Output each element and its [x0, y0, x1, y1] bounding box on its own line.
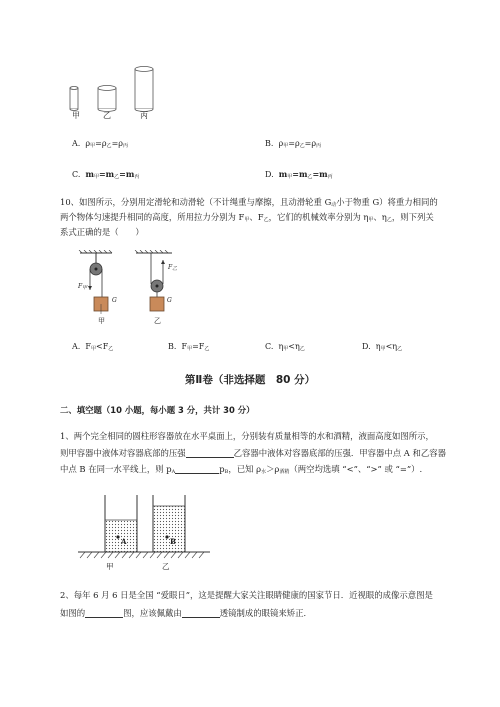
weight-jia-label: G — [112, 297, 117, 304]
q10-option-d: D. $\eta_甲<\eta_乙$ — [362, 342, 403, 352]
q10-line-2: 两个物体匀速提升相同的高度，所用拉力分别为 $F_甲$、$F_乙$，它们的机械效率分别为 $\eta_甲$、$\eta_乙$，则下列关 — [60, 212, 434, 223]
q2-blank-2[interactable] — [182, 608, 220, 618]
fixed-pulley — [79, 250, 112, 314]
q1-containers-figure — [75, 490, 215, 570]
q1-blank-1[interactable] — [186, 448, 234, 458]
q10-option-c: C. $\eta_甲<\eta_乙$ — [265, 342, 305, 352]
q9-option-a: A. $\rho_甲=\rho_乙=\rho_丙$ — [72, 139, 128, 149]
q10-option-a: A. $F_甲<F_乙$ — [72, 342, 114, 352]
q9-option-b: B. $\rho_甲=\rho_乙=\rho_丙$ — [265, 139, 322, 149]
fig-label-bing: 丙 — [140, 111, 148, 120]
q10-line-1: 10、如图所示，分别用定滑轮和动滑轮（不计绳重与摩擦，且动滑轮重 $G_动$小于物重 G）将重力相同的 — [60, 197, 438, 208]
container-yi — [153, 495, 185, 552]
weight-yi-label: G — [167, 297, 172, 304]
container-label-jia: 甲 — [106, 562, 114, 571]
q1-line-1: 1、两个完全相同的圆柱形容器放在水平桌面上，分别装有质量相等的水和酒精，液面高度如图所示， — [60, 431, 434, 441]
fig-label-yi: 乙 — [103, 111, 111, 120]
container-label-yi: 乙 — [162, 562, 170, 571]
fig-label-jia: 甲 — [72, 111, 80, 120]
q10-option-b: B. $F_甲=F_乙$ — [168, 342, 210, 352]
point-a-label: A — [121, 537, 127, 546]
q2-blank-1[interactable] — [85, 608, 123, 618]
q2-line-1: 2、每年 6 月 6 日是全国 “爱眼日”，这是提醒大家关注眼睛健康的国家节日．近视眼的成像示意图是 — [60, 590, 433, 600]
pulley-label-yi: 乙 — [154, 317, 161, 325]
q10-line-3: 系式正确的是（ ） — [60, 227, 144, 237]
q9-option-d: D. $m_甲=m_乙=m_丙$ — [265, 169, 333, 180]
q1-line-2: 则甲容器中液体对容器底部的压强 乙容器中液体对容器底部的压强．甲容器中点 A 和乙容器 — [60, 448, 446, 458]
force-jia-label: $F_甲$ — [78, 283, 88, 291]
force-yi-label: $F_乙$ — [168, 264, 178, 272]
cylinder-yi — [98, 86, 116, 112]
cylinder-jia — [70, 87, 78, 111]
q1-line-3: 中点 B 在同一水平线上，则 $p_A$ $p_B$，已知 $\rho_水>\rho_{酒精}$（两空均选填 “<”、“>” 或 “=”）. — [60, 464, 423, 475]
q1-blank-2[interactable] — [175, 464, 219, 474]
pulley-label-jia: 甲 — [98, 317, 105, 325]
point-b-label: B — [170, 537, 176, 546]
part-2-title: 第Ⅱ卷（非选择题 80 分） — [184, 374, 316, 386]
q10-pulley-figure — [72, 250, 192, 330]
q2-line-2: 如图的 图，应该佩戴由 透镜制成的眼镜来矫正． — [60, 608, 312, 618]
q9-option-c: C. $m_甲=m_乙=m_丙$ — [72, 169, 140, 180]
cylinder-bing — [135, 67, 153, 112]
fill-in-section-heading: 二、填空题（10 小题，每小题 3 分，共计 30 分） — [60, 405, 255, 415]
